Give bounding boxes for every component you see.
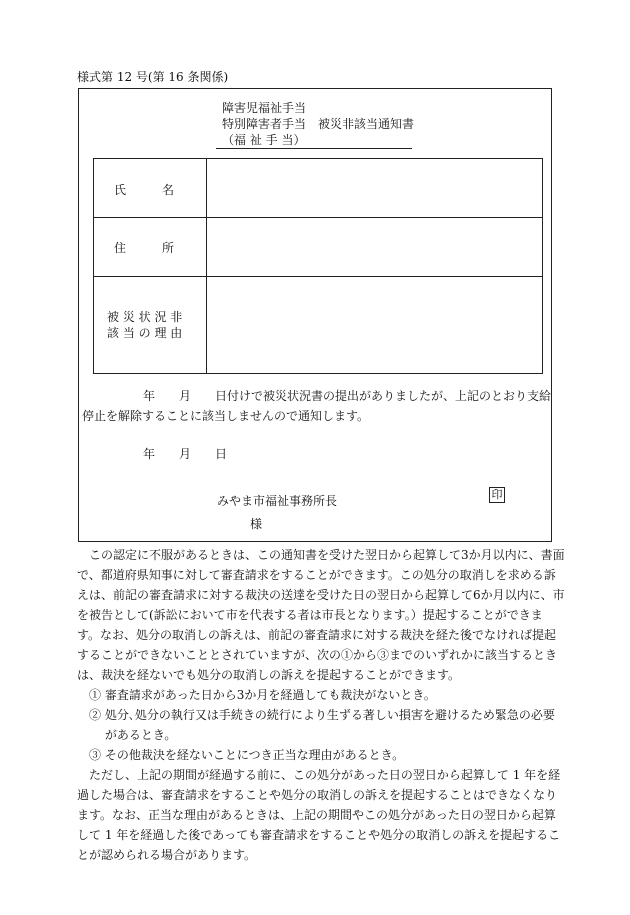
title-underline [216, 148, 412, 149]
list-item: ② 処分､処分の執行又は手続きの続行により生ずる著しい損害を避けるため緊急の必要 [77, 708, 555, 722]
appeal-paragraph-2 [77, 765, 561, 865]
paragraph-line: この認定に不服があるときは、この通知書を受けた翌日から起算して3か月以内に、書面 [77, 548, 565, 562]
list-item: があるとき。 [77, 728, 177, 742]
paragraph-line: とが認められる場合があります。 [77, 848, 257, 862]
paragraph-line: えは、前記の審査請求に対する裁決の送達を受けた日の翌日から起算して6か月以内に、市 [77, 588, 565, 602]
paragraph-line: を被告として(訴訟において市を代表する者は市長となります。）提起することができま [77, 608, 543, 622]
notice-text-line-2: 停止を解除することに該当しませんので通知します。 [82, 409, 370, 423]
table-column-divider [206, 158, 207, 374]
notice-date: 年 月 日 [143, 447, 228, 461]
name-label: 氏 名 [114, 183, 175, 197]
reason-label-line-1: 被 災 状 況 非 [107, 310, 183, 324]
paragraph-line: することができないこととされていますが、次の①から③までのいずれかに該当するとき [77, 648, 558, 662]
document-title-line-2: 特別障害者手当 被災非該当通知書 [222, 117, 415, 131]
document-title-line-3: （福 祉 手 当） [222, 133, 306, 147]
official-seal-mark: 印 [489, 487, 505, 503]
paragraph-line: で、都道府県知事に対して審査請求をすることができます。この処分の取消しを求める訴 [77, 568, 556, 582]
document-title-line-1: 障害児福祉手当 [222, 101, 307, 115]
list-item: ① 審査請求があった日から3か月を経過しても裁決がないとき。 [77, 688, 436, 702]
address-label: 住 所 [114, 241, 175, 255]
exception-items-list [77, 685, 553, 765]
appeal-paragraph-1 [77, 545, 565, 685]
paragraph-line: は、裁決を経ないでも処分の取消しの訴えを提起することができます。 [77, 668, 461, 682]
paragraph-line: 過した場合は、審査請求をすることや処分の取消しの訴えを提起することはできなくなり [77, 788, 558, 802]
table-row-divider [93, 276, 543, 277]
paragraph-line: ます。なお、正当な理由があるときは、上記の期間やこの処分があった日の翌日から起算 [77, 808, 556, 822]
paragraph-line: して 1 年を経過した後であっても審査請求をすることや処分の取消しの訴えを提起するこ [77, 828, 561, 842]
form-number-label: 様式第 12 号(第 16 条関係) [77, 70, 229, 84]
list-item: ③ その他裁決を経ないことにつき正当な理由があるとき。 [77, 748, 405, 762]
notice-text-line-1: 年 月 日付けで被災状況書の提出がありましたが、上記のとおり支給 [143, 389, 552, 403]
reason-label-line-2: 該 当 の 理 由 [107, 326, 183, 340]
table-row-divider [93, 217, 543, 218]
paragraph-line: ただし、上記の期間が経過する前に、この処分があった日の翌日から起算して 1 年を経 [77, 768, 561, 782]
paragraph-line: す。なお、処分の取消しの訴えは、前記の審査請求に対する裁決を経た後でなければ提起 [77, 628, 557, 642]
recipient-honorific: 様 [250, 517, 263, 531]
issuer-name: みやま市福祉事務所長 [217, 494, 338, 508]
